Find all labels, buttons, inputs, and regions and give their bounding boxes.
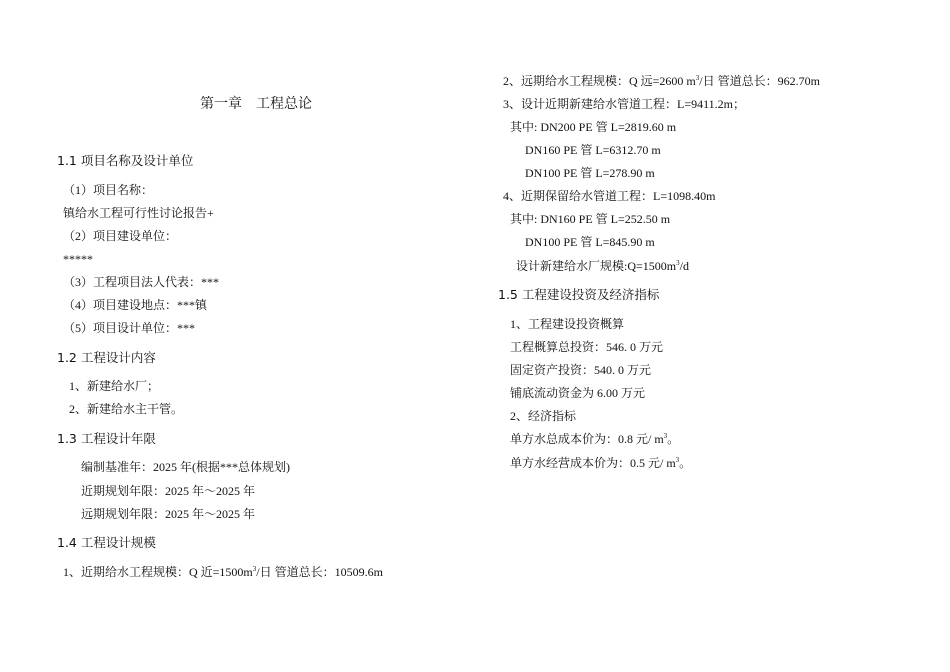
water-plant-scale: 设计新建给水厂规模$:Q=1500m^3/d$ [516,259,689,273]
new-pipeline-dn200: 其中: DN200 PE 管 L=2819.60 m [510,120,677,134]
unit-operating-cost: 单方水经营成本价为：0.5 元/ $m^3$。 [510,456,692,470]
section-heading-1-5: 1.5 工程建设投资及经济指标 [498,287,660,302]
new-pipeline-total: 3、设计近期新建给水管道工程：L=9411.2m； [503,97,745,111]
base-year: 编制基准年：2025 年(根据***总体规划) [81,460,290,474]
item-project-name-value: 镇给水工程可行性讨论报告+ [63,206,214,220]
item-builder-value: ***** [63,252,93,266]
fixed-asset-investment: 固定资产投资：540. 0 万元 [510,363,652,377]
design-content-item-1: 1、新建给水厂； [69,379,160,393]
new-pipeline-dn100: DN100 PE 管 L=278.90 m [525,166,655,180]
long-term-scale: 2、远期给水工程规模：Q 远=2600 $m^3/$日 管道总长：962.70m [503,74,820,88]
item-location: （4）项目建设地点：***镇 [63,298,208,312]
near-term-scale: 1、近期给水工程规模：Q 近$=1500m^3/$日 管道总长：10509.6m [63,565,383,579]
section-heading-1-4: 1.4 工程设计规模 [57,535,156,550]
retained-pipeline-dn160: 其中: DN160 PE 管 L=252.50 m [510,212,671,226]
item-builder-label: （2）项目建设单位： [63,229,178,243]
section-heading-1-2: 1.2 工程设计内容 [57,350,156,365]
economic-indicators-heading: 2、经济指标 [510,409,577,423]
retained-pipeline-total: 4、近期保留给水管道工程：L=1098.40m [503,189,716,203]
item-project-name-label: （1）项目名称： [63,183,154,197]
long-term-years: 远期规划年限：2025 年～2025 年 [81,507,256,521]
investment-estimate-heading: 1、工程建设投资概算 [510,317,625,331]
working-capital: 铺底流动资金为 6.00 万元 [510,386,646,400]
near-term-years: 近期规划年限：2025 年～2025 年 [81,484,256,498]
item-designer: （5）项目设计单位：*** [63,321,196,335]
total-investment: 工程概算总投资：546. 0 万元 [510,340,664,354]
new-pipeline-dn160: DN160 PE 管 L=6312.70 m [525,143,661,157]
item-legal-rep: （3）工程项目法人代表：*** [63,275,220,289]
chapter-title: 第一章 工程总论 [200,96,312,112]
design-content-item-2: 2、新建给水主干管。 [69,402,184,416]
section-heading-1-3: 1.3 工程设计年限 [57,431,156,446]
retained-pipeline-dn100: DN100 PE 管 L=845.90 m [525,235,655,249]
section-heading-1-1: 1.1 项目名称及设计单位 [57,153,194,168]
unit-total-cost: 单方水总成本价为：0.8 元/ $m^3$。 [510,432,680,446]
